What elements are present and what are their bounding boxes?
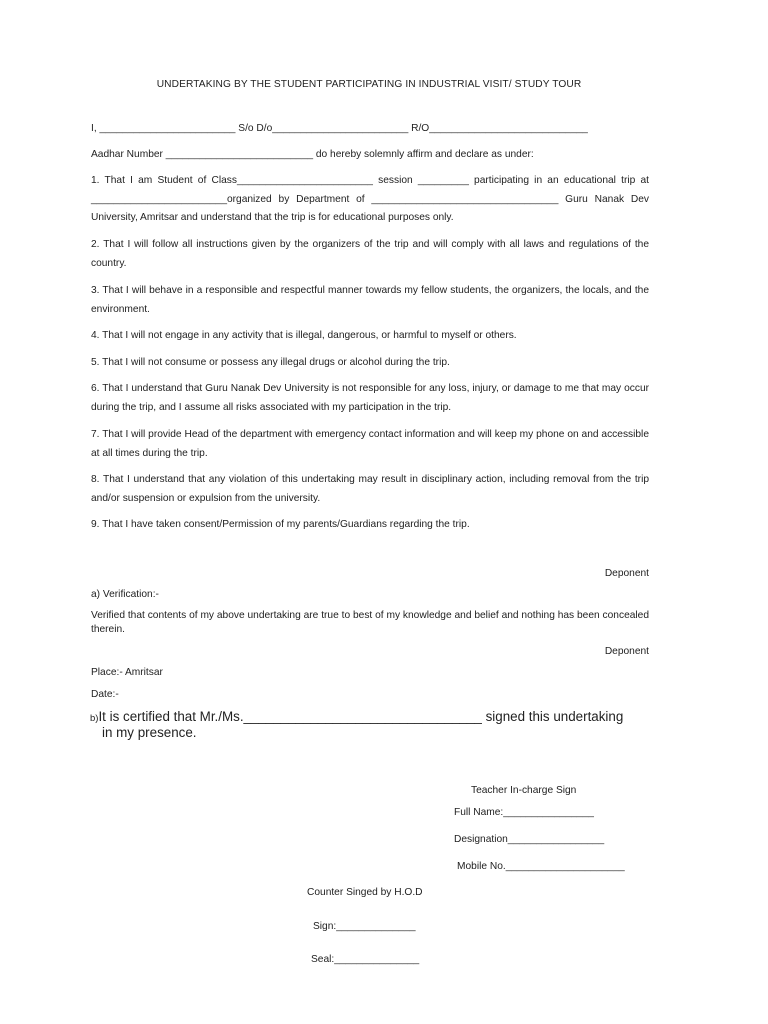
point-8: 8. That I understand that any violation of this undertaking may result in disciplinary action, including removal from the trip and/or suspension or expulsion from the university. [91, 474, 649, 504]
place-line: Place:- Amritsar [91, 667, 163, 678]
point-4: 4. That I will not engage in any activity that is illegal, dangerous, or harmful to myself or others. [91, 330, 517, 341]
point-7: 7. That I will provide Head of the department with emergency contact information and will keep my phone on and accessible at all times during the trip. [91, 429, 649, 459]
aadhar-line: Aadhar Number __________________________ do hereby solemnly affirm and declare as under: [91, 149, 534, 160]
certification-line-2: in my presence. [102, 725, 197, 740]
deponent-label-1: Deponent [604, 568, 649, 579]
point-2: 2. That I will follow all instructions given by the organizers of the trip and will comply with all laws and regulations of the country. [91, 239, 649, 269]
mobile-field: Mobile No._____________________ [457, 861, 625, 872]
document-title: UNDERTAKING BY THE STUDENT PARTICIPATING IN INDUSTRIAL VISIT/ STUDY TOUR [156, 79, 582, 90]
deponent-label-2: Deponent [604, 646, 649, 657]
seal-field: Seal:_______________ [311, 954, 420, 965]
certification-text: It is certified that Mr./Ms.________________________________ signed this undertaking [98, 709, 624, 724]
full-name-field: Full Name:________________ [454, 807, 594, 818]
teacher-sign-label: Teacher In-charge Sign [471, 785, 577, 796]
verification-label: a) Verification:- [91, 589, 159, 600]
certification-prefix: b) [90, 713, 99, 724]
point-6: 6. That I understand that Guru Nanak Dev University is not responsible for any loss, injury, or damage to me that may occur during the trip, and I assume all risks associated with my participation in the trip. [91, 383, 649, 413]
point-3: 3. That I will behave in a responsible and respectful manner towards my fellow students, the organizers, the locals, and the environment. [91, 285, 649, 315]
counter-signed-label: Counter Singed by H.O.D [307, 887, 423, 898]
declarant-line: I, ________________________ S/o D/o________________________ R/O____________________________ [91, 123, 588, 134]
date-line: Date:- [91, 689, 119, 700]
point-1: 1. That I am Student of Class________________________ session _________ participating in an educational trip at ________________________organized by Department of _________________________________ Guru Nanak Dev University, Amritsar and understand that the trip is for educational purposes only. [91, 175, 649, 224]
hod-sign-field: Sign:______________ [313, 921, 416, 932]
point-9: 9. That I have taken consent/Permission of my parents/Guardians regarding the trip. [91, 519, 470, 530]
verification-text: Verified that contents of my above undertaking are true to best of my knowledge and belief and nothing has been concealed therein. [91, 610, 649, 635]
point-5: 5. That I will not consume or possess any illegal drugs or alcohol during the trip. [91, 357, 450, 368]
designation-field: Designation_________________ [454, 834, 605, 845]
